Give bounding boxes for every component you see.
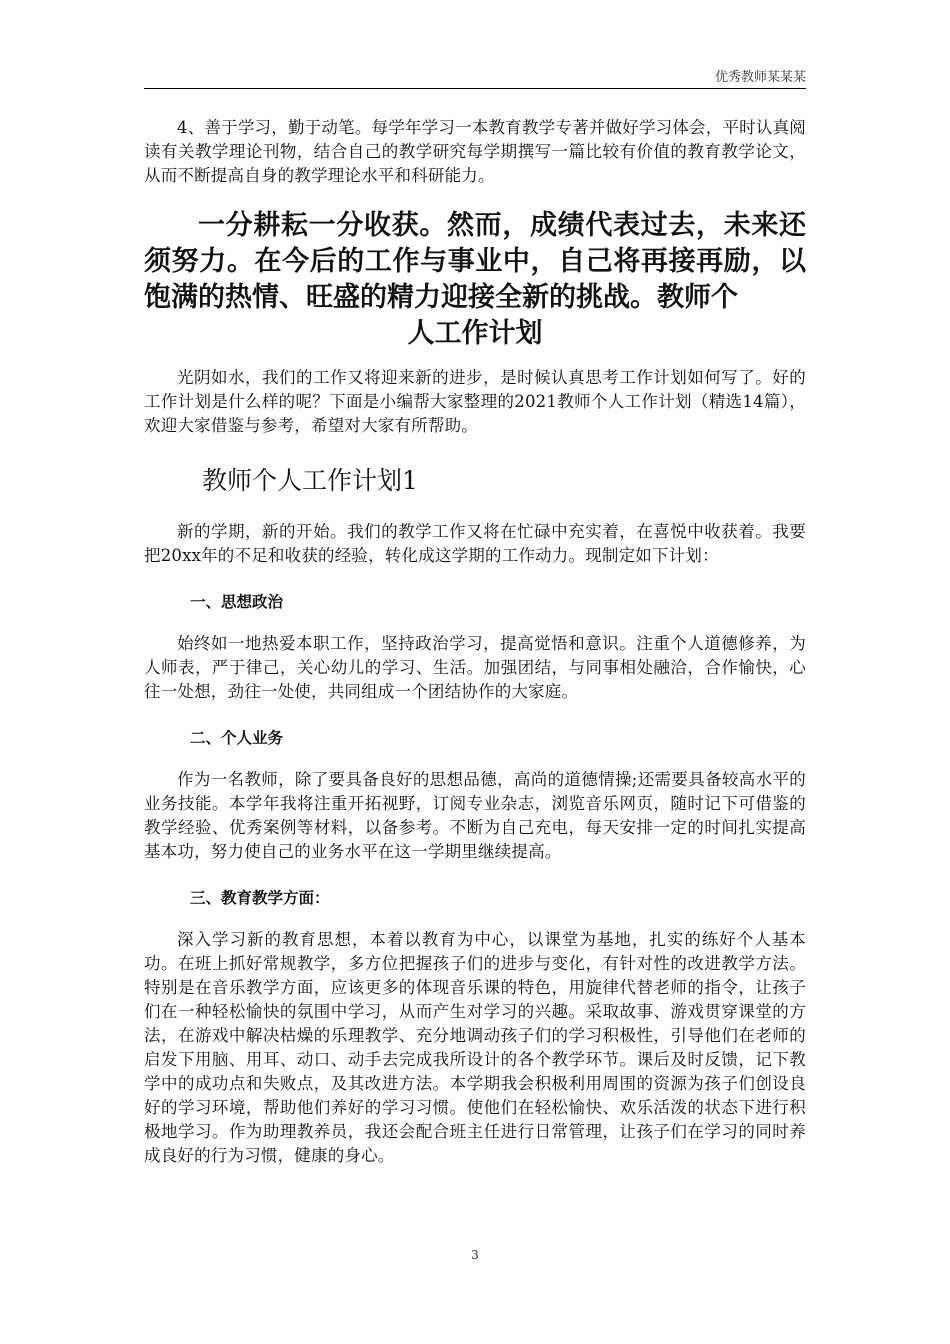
document-heading [144, 208, 806, 352]
running-header: 优秀教师某某某 [714, 70, 806, 85]
section-title-teaching: 三、教育教学方面： [190, 889, 330, 907]
article-title: 教师个人工作计划1 [202, 466, 418, 495]
section-body-teaching: 深入学习新的教育思想，本着以教育为中心，以课堂为基地，扎实的练好个人基本功。在班上抓好常规教学，多方位把握孩子们的进步与变化，有针对性的改进教学方法。特别是在音乐教学方面，应该更多的体现音乐课的特色，用旋律代替老师的指令，让孩子们在一种轻松愉快的氛围中学习，从而产生对学习的兴趣。采取故事、游戏贯穿课堂的方法，在游戏中解决枯燥的乐理教学、充分地调动孩子们的学习积极性，引导他们在老师的启发下用脑、用耳、动口、动手去完成我所设计的各个教学环节。课后及时反馈，记下教学中的成功点和失败点，及其改进方法。本学期我会积极利用周围的资源为孩子们创设良好的学习环境，帮助他们养好的学习习惯。使他们在轻松愉快、欢乐活泼的状态下进行积极地学习。作为助理教养员，我还会配合班主任进行日常管理，让孩子们在学习的同时养成良好的行为习惯，健康的身心。 [144, 930, 806, 1165]
section-title-personal-business: 二、个人业务 [190, 729, 284, 747]
document-body [144, 116, 806, 1168]
section-body-personal-business: 作为一名教师，除了要具备良好的思想品德，高尚的道德情操;还需要具备较高水平的业务技能。本学年我将注重开拓视野，订阅专业杂志，浏览音乐网页，随时记下可借鉴的教学经验、优秀案例等材料，以备参考。不断为自己充电，每天安排一定的时间扎实提高基本功，努力使自己的业务水平在这一学期里继续提高。 [144, 770, 806, 861]
section-body-politics: 始终如一地热爱本职工作，坚持政治学习，提高觉悟和意识。注重个人道德修养，为人师表，严于律己，关心幼儿的学习、生活。加强团结，与同事相处融洽，合作愉快，心往一处想，劲往一处使，共同组成一个团结协作的大家庭。 [144, 634, 806, 701]
paragraph-learning: 4、善于学习，勤于动笔。每学年学习一本教育教学专著并做好学习体会，平时认真阅读有关教学理论刊物，结合自己的教学研究每学期撰写一篇比较有价值的教育教学论文，从而不断提高自身的教学理论水平和科研能力。 [144, 118, 806, 185]
header-divider [144, 88, 806, 89]
document-heading-last-line: 人工作计划 [407, 318, 543, 349]
opening-paragraph: 新的学期，新的开始。我们的教学工作又将在忙碌中充实着，在喜悦中收获着。我要把20xx年的不足和收获的经验，转化成这学期的工作动力。现制定如下计划： [144, 522, 806, 565]
document-heading-main: 一分耕耘一分收获。然而，成绩代表过去，未来还须努力。在今后的工作与事业中，自己将再接再励，以饱满的热情、旺盛的精力迎接全新的挑战。教师个 [144, 210, 806, 313]
section-title-politics: 一、思想政治 [190, 593, 284, 611]
page-number: 3 [471, 1248, 479, 1262]
intro-paragraph: 光阴如水，我们的工作又将迎来新的进步，是时候认真思考工作计划如何写了。好的工作计划是什么样的呢？下面是小编帮大家整理的2021教师个人工作计划（精选14篇），欢迎大家借鉴与参考，希望对大家有所帮助。 [144, 368, 806, 435]
